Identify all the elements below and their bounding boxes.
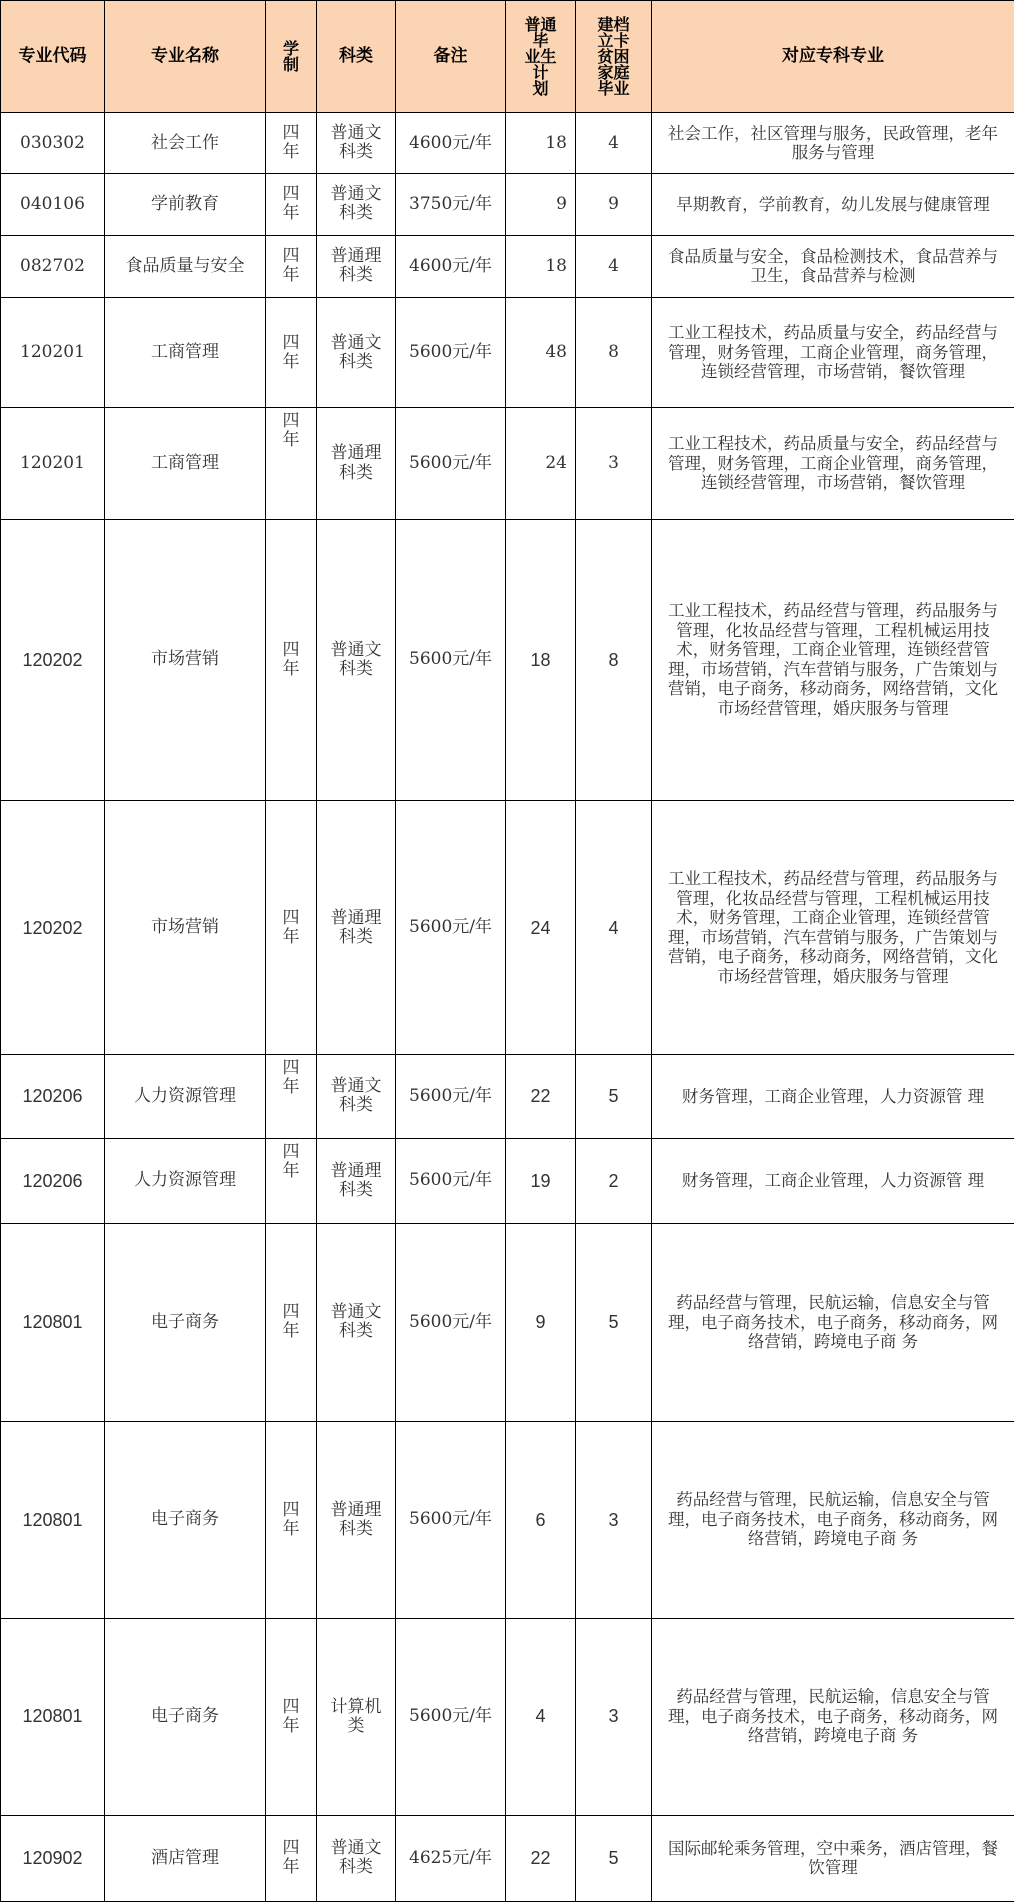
plan-count-cell: 18	[506, 113, 576, 174]
table-row	[1, 801, 1014, 1055]
specialties-cell: 社会工作，社区管理与服务，民政管理，老年服务与管理	[652, 113, 1014, 174]
tuition-note-cell: 4600元/年	[396, 235, 506, 297]
table-row	[1, 1421, 1014, 1618]
table-row	[1, 519, 1014, 800]
category-cell: 普通理 科类	[317, 801, 396, 1055]
tuition-note-cell: 5600元/年	[396, 1421, 506, 1618]
duration-cell: 四 年	[266, 113, 317, 174]
tuition-note-cell: 5600元/年	[396, 1138, 506, 1223]
poverty-count-cell: 3	[576, 408, 652, 519]
major-name-cell: 工商管理	[105, 297, 266, 407]
category-cell: 普通文 科类	[317, 1055, 396, 1138]
duration-cell: 四 年	[266, 801, 317, 1055]
tuition-note-cell: 5600元/年	[396, 519, 506, 800]
poverty-count-cell: 5	[576, 1815, 652, 1902]
duration-cell: 四 年	[266, 1223, 317, 1421]
poverty-count-cell: 2	[576, 1138, 652, 1223]
category-cell: 普通文 科类	[317, 1815, 396, 1902]
plan-count-cell: 18	[506, 235, 576, 297]
specialties-cell: 食品质量与安全，食品检测技术，食品营养与卫生，食品营养与检测	[652, 235, 1014, 297]
table-row	[1, 297, 1014, 407]
plan-count-cell: 48	[506, 297, 576, 407]
category-cell: 普通文 科类	[317, 1223, 396, 1421]
major-code-cell: 120201	[1, 297, 105, 407]
major-code-cell: 040106	[1, 174, 105, 235]
specialties-cell: 药品经营与管理，民航运输，信息安全与管理，电子商务技术，电子商务，移动商务，网络营销，跨境电子商 务	[652, 1421, 1014, 1618]
header-specialties: 对应专科专业	[652, 1, 1014, 113]
tuition-note-cell: 3750元/年	[396, 174, 506, 235]
category-cell: 普通文 科类	[317, 174, 396, 235]
poverty-count-cell: 8	[576, 519, 652, 800]
major-code-cell: 120201	[1, 408, 105, 519]
plan-count-cell: 4	[506, 1618, 576, 1815]
plan-count-cell: 9	[506, 1223, 576, 1421]
header-name: 专业名称	[105, 1, 266, 113]
tuition-note-cell: 4600元/年	[396, 113, 506, 174]
major-code-cell: 120202	[1, 519, 105, 800]
plan-count-cell: 22	[506, 1055, 576, 1138]
specialties-cell: 财务管理，工商企业管理，人力资源管 理	[652, 1055, 1014, 1138]
specialties-cell: 工业工程技术，药品质量与安全，药品经营与管理，财务管理，工商企业管理，商务管理，连锁经营管理，市场营销，餐饮管理	[652, 408, 1014, 519]
specialties-cell: 工业工程技术，药品质量与安全，药品经营与管理，财务管理，工商企业管理，商务管理，连锁经营管理，市场营销，餐饮管理	[652, 297, 1014, 407]
table-row	[1, 408, 1014, 519]
major-name-cell: 人力资源管理	[105, 1055, 266, 1138]
major-code-cell: 120202	[1, 801, 105, 1055]
header-row	[1, 1, 1014, 113]
major-name-cell: 人力资源管理	[105, 1138, 266, 1223]
duration-cell: 四 年	[266, 235, 317, 297]
category-cell: 普通理 科类	[317, 408, 396, 519]
poverty-count-cell: 4	[576, 113, 652, 174]
tuition-note-cell: 5600元/年	[396, 1618, 506, 1815]
major-code-cell: 120206	[1, 1138, 105, 1223]
plan-count-cell: 9	[506, 174, 576, 235]
category-cell: 普通理 科类	[317, 1421, 396, 1618]
category-cell: 普通文 科类	[317, 297, 396, 407]
major-name-cell: 电子商务	[105, 1223, 266, 1421]
table-row	[1, 1815, 1014, 1902]
table-row	[1, 1618, 1014, 1815]
tuition-note-cell: 5600元/年	[396, 1223, 506, 1421]
specialties-cell: 工业工程技术，药品经营与管理，药品服务与管理，化妆品经营与管理，工程机械运用技术，财务管理，工商企业管理，连锁经营管理，市场营销，汽车营销与服务，广告策划与营销，电子商务，移动商务，网络营销，文化市场经营管理，婚庆服务与管理	[652, 519, 1014, 800]
category-cell: 普通文 科类	[317, 519, 396, 800]
major-code-cell: 030302	[1, 113, 105, 174]
category-cell: 普通理 科类	[317, 235, 396, 297]
specialties-cell: 药品经营与管理，民航运输，信息安全与管理，电子商务技术，电子商务，移动商务，网络营销，跨境电子商 务	[652, 1618, 1014, 1815]
table-row	[1, 174, 1014, 235]
major-name-cell: 酒店管理	[105, 1815, 266, 1902]
duration-cell: 四 年	[266, 174, 317, 235]
tuition-note-cell: 4625元/年	[396, 1815, 506, 1902]
header-note: 备注	[396, 1, 506, 113]
poverty-count-cell: 9	[576, 174, 652, 235]
tuition-note-cell: 5600元/年	[396, 408, 506, 519]
duration-cell: 四 年	[266, 1138, 317, 1223]
category-cell: 计算机 类	[317, 1618, 396, 1815]
major-code-cell: 120206	[1, 1055, 105, 1138]
major-code-cell: 120902	[1, 1815, 105, 1902]
header-duration: 学 制	[266, 1, 317, 113]
table-row	[1, 1138, 1014, 1223]
specialties-cell: 药品经营与管理，民航运输，信息安全与管理，电子商务技术，电子商务，移动商务，网络营销，跨境电子商 务	[652, 1223, 1014, 1421]
specialties-cell: 工业工程技术，药品经营与管理，药品服务与管理，化妆品经营与管理，工程机械运用技术，财务管理，工商企业管理，连锁经营管理，市场营销，汽车营销与服务，广告策划与营销，电子商务，移动商务，网络营销，文化市场经营管理，婚庆服务与管理	[652, 801, 1014, 1055]
category-cell: 普通理 科类	[317, 1138, 396, 1223]
poverty-count-cell: 3	[576, 1618, 652, 1815]
category-cell: 普通文 科类	[317, 113, 396, 174]
duration-cell: 四 年	[266, 408, 317, 519]
major-name-cell: 市场营销	[105, 519, 266, 800]
header-code: 专业代码	[1, 1, 105, 113]
poverty-count-cell: 5	[576, 1055, 652, 1138]
major-name-cell: 食品质量与安全	[105, 235, 266, 297]
poverty-count-cell: 4	[576, 235, 652, 297]
plan-count-cell: 24	[506, 801, 576, 1055]
poverty-count-cell: 4	[576, 801, 652, 1055]
table-row	[1, 1223, 1014, 1421]
plan-count-cell: 6	[506, 1421, 576, 1618]
plan-count-cell: 18	[506, 519, 576, 800]
major-name-cell: 社会工作	[105, 113, 266, 174]
duration-cell: 四 年	[266, 1055, 317, 1138]
poverty-count-cell: 8	[576, 297, 652, 407]
tuition-note-cell: 5600元/年	[396, 297, 506, 407]
specialties-cell: 财务管理，工商企业管理，人力资源管 理	[652, 1138, 1014, 1223]
table-row	[1, 113, 1014, 174]
major-code-cell: 120801	[1, 1223, 105, 1421]
major-name-cell: 学前教育	[105, 174, 266, 235]
plan-count-cell: 24	[506, 408, 576, 519]
poverty-count-cell: 3	[576, 1421, 652, 1618]
table-body	[1, 113, 1014, 1902]
specialties-cell: 国际邮轮乘务管理，空中乘务，酒店管理，餐饮管理	[652, 1815, 1014, 1902]
major-code-cell: 120801	[1, 1421, 105, 1618]
major-code-cell: 120801	[1, 1618, 105, 1815]
header-plan: 普通 毕 业生 计 划	[506, 1, 576, 113]
major-name-cell: 工商管理	[105, 408, 266, 519]
poverty-count-cell: 5	[576, 1223, 652, 1421]
major-code-cell: 082702	[1, 235, 105, 297]
duration-cell: 四 年	[266, 519, 317, 800]
header-category: 科类	[317, 1, 396, 113]
major-name-cell: 电子商务	[105, 1618, 266, 1815]
duration-cell: 四 年	[266, 1618, 317, 1815]
duration-cell: 四 年	[266, 297, 317, 407]
plan-count-cell: 22	[506, 1815, 576, 1902]
duration-cell: 四 年	[266, 1815, 317, 1902]
header-poverty: 建档 立卡 贫困 家庭 毕业	[576, 1, 652, 113]
table-row	[1, 235, 1014, 297]
table-row	[1, 1055, 1014, 1138]
duration-cell: 四 年	[266, 1421, 317, 1618]
major-name-cell: 电子商务	[105, 1421, 266, 1618]
plan-count-cell: 19	[506, 1138, 576, 1223]
tuition-note-cell: 5600元/年	[396, 1055, 506, 1138]
specialties-cell: 早期教育，学前教育，幼儿发展与健康管理	[652, 174, 1014, 235]
tuition-note-cell: 5600元/年	[396, 801, 506, 1055]
major-name-cell: 市场营销	[105, 801, 266, 1055]
